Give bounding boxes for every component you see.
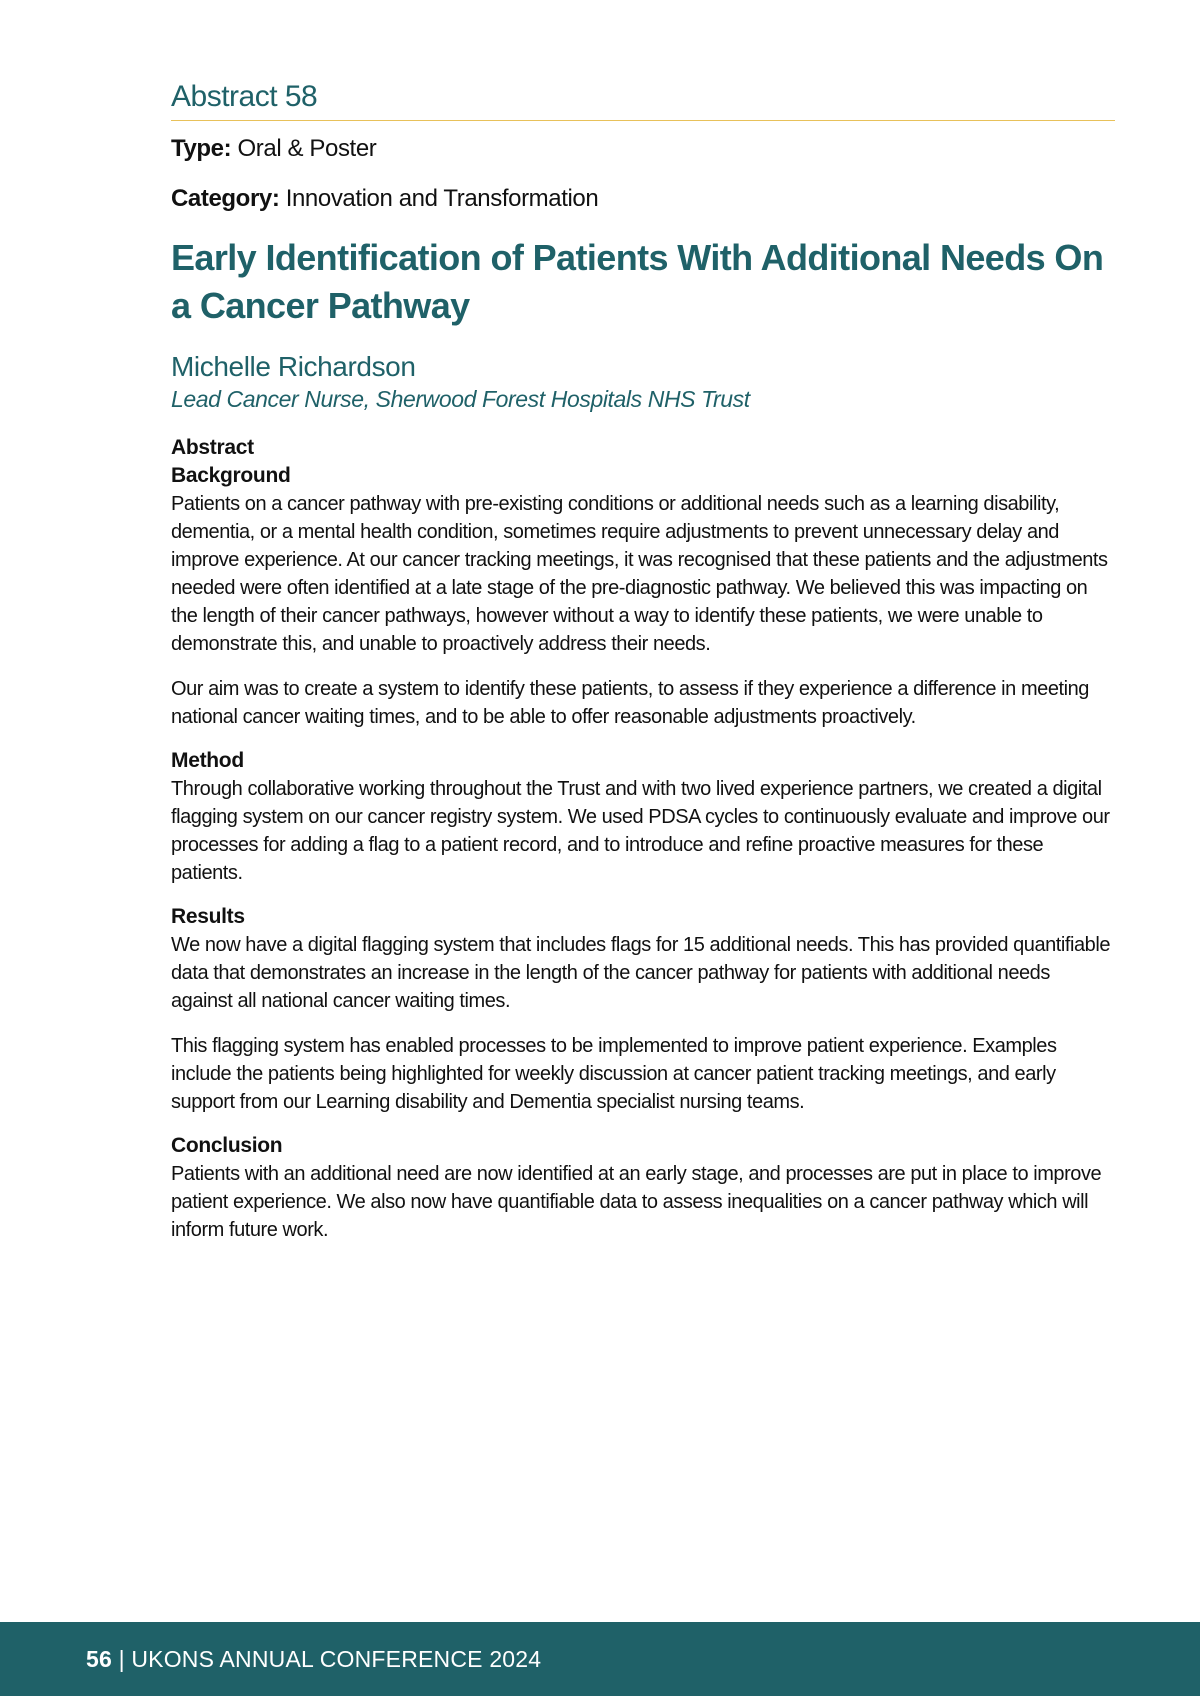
type-value: Oral & Poster [237,135,377,162]
footer-separator: | [118,1646,125,1672]
background-paragraph-1: Patients on a cancer pathway with pre-existing conditions or additional needs such as a learning disability, dementia, or a mental health condition, sometimes require adjustments to prevent unnecessary delay and improve experience. At our cancer tracking meetings, it was recognised that these patients and the adjustments needed were often identified at a late stage of the pre-diagnostic pathway. We believed this was impacting on the length of their cancer pathways, however without a way to identify these patients, we were unable to demonstrate this, and unable to proactively address their needs. [171,493,1108,655]
conclusion-paragraph-1: Patients with an additional need are now identified at an early stage, and processes are put in place to improve patient experience. We also now have quantifiable data to assess inequalities on a cancer pathway which will inform future work. [171,1163,1102,1241]
results-section [171,903,1115,1116]
footer-text [86,1644,541,1674]
category-line [171,184,1115,214]
category-value: Innovation and Transformation [285,185,599,212]
abstract-number: Abstract 58 [171,80,318,113]
conclusion-section [171,1132,1115,1244]
author-affiliation: Lead Cancer Nurse, Sherwood Forest Hospitals NHS Trust [171,386,750,412]
category-label: Category: [171,185,280,212]
results-paragraph-2: This flagging system has enabled processes to be implemented to improve patient experience. Examples include the patients being highlighted for weekly discussion at cancer patient tracking meetings, and early support from our Learning disability and Dementia specialist nursing teams. [171,1035,1057,1113]
type-line [171,134,1115,164]
type-label: Type: [171,135,232,162]
method-heading: Method [171,749,244,772]
publication-name: UKONS ANNUAL CONFERENCE 2024 [131,1646,542,1672]
background-paragraph-2: Our aim was to create a system to identify these patients, to assess if they experience a difference in meeting national cancer waiting times, and to be able to offer reasonable adjustments proactively. [171,678,1089,728]
background-section [171,462,1115,731]
abstract-page [171,78,1115,1244]
conclusion-heading: Conclusion [171,1134,283,1157]
abstract-label: Abstract [171,436,254,459]
header-divider [171,120,1115,121]
method-section [171,747,1115,887]
abstract-title: Early Identification of Patients With Additional Needs On a Cancer Pathway [171,237,1104,326]
page-footer [0,1622,1200,1696]
author-name: Michelle Richardson [171,351,416,382]
page-number: 56 [86,1646,112,1672]
method-paragraph-1: Through collaborative working throughout the Trust and with two lived experience partners, we created a digital flagging system on our cancer registry system. We used PDSA cycles to continuously evaluate and improve our processes for adding a flag to a patient record, and to introduce and refine proactive measures for these patients. [171,778,1110,884]
results-paragraph-1: We now have a digital flagging system that includes flags for 15 additional needs. This has provided quantifiable data that demonstrates an increase in the length of the cancer pathway for patients with additional needs against all national cancer waiting times. [171,934,1111,1012]
background-heading: Background [171,464,291,487]
results-heading: Results [171,905,245,928]
